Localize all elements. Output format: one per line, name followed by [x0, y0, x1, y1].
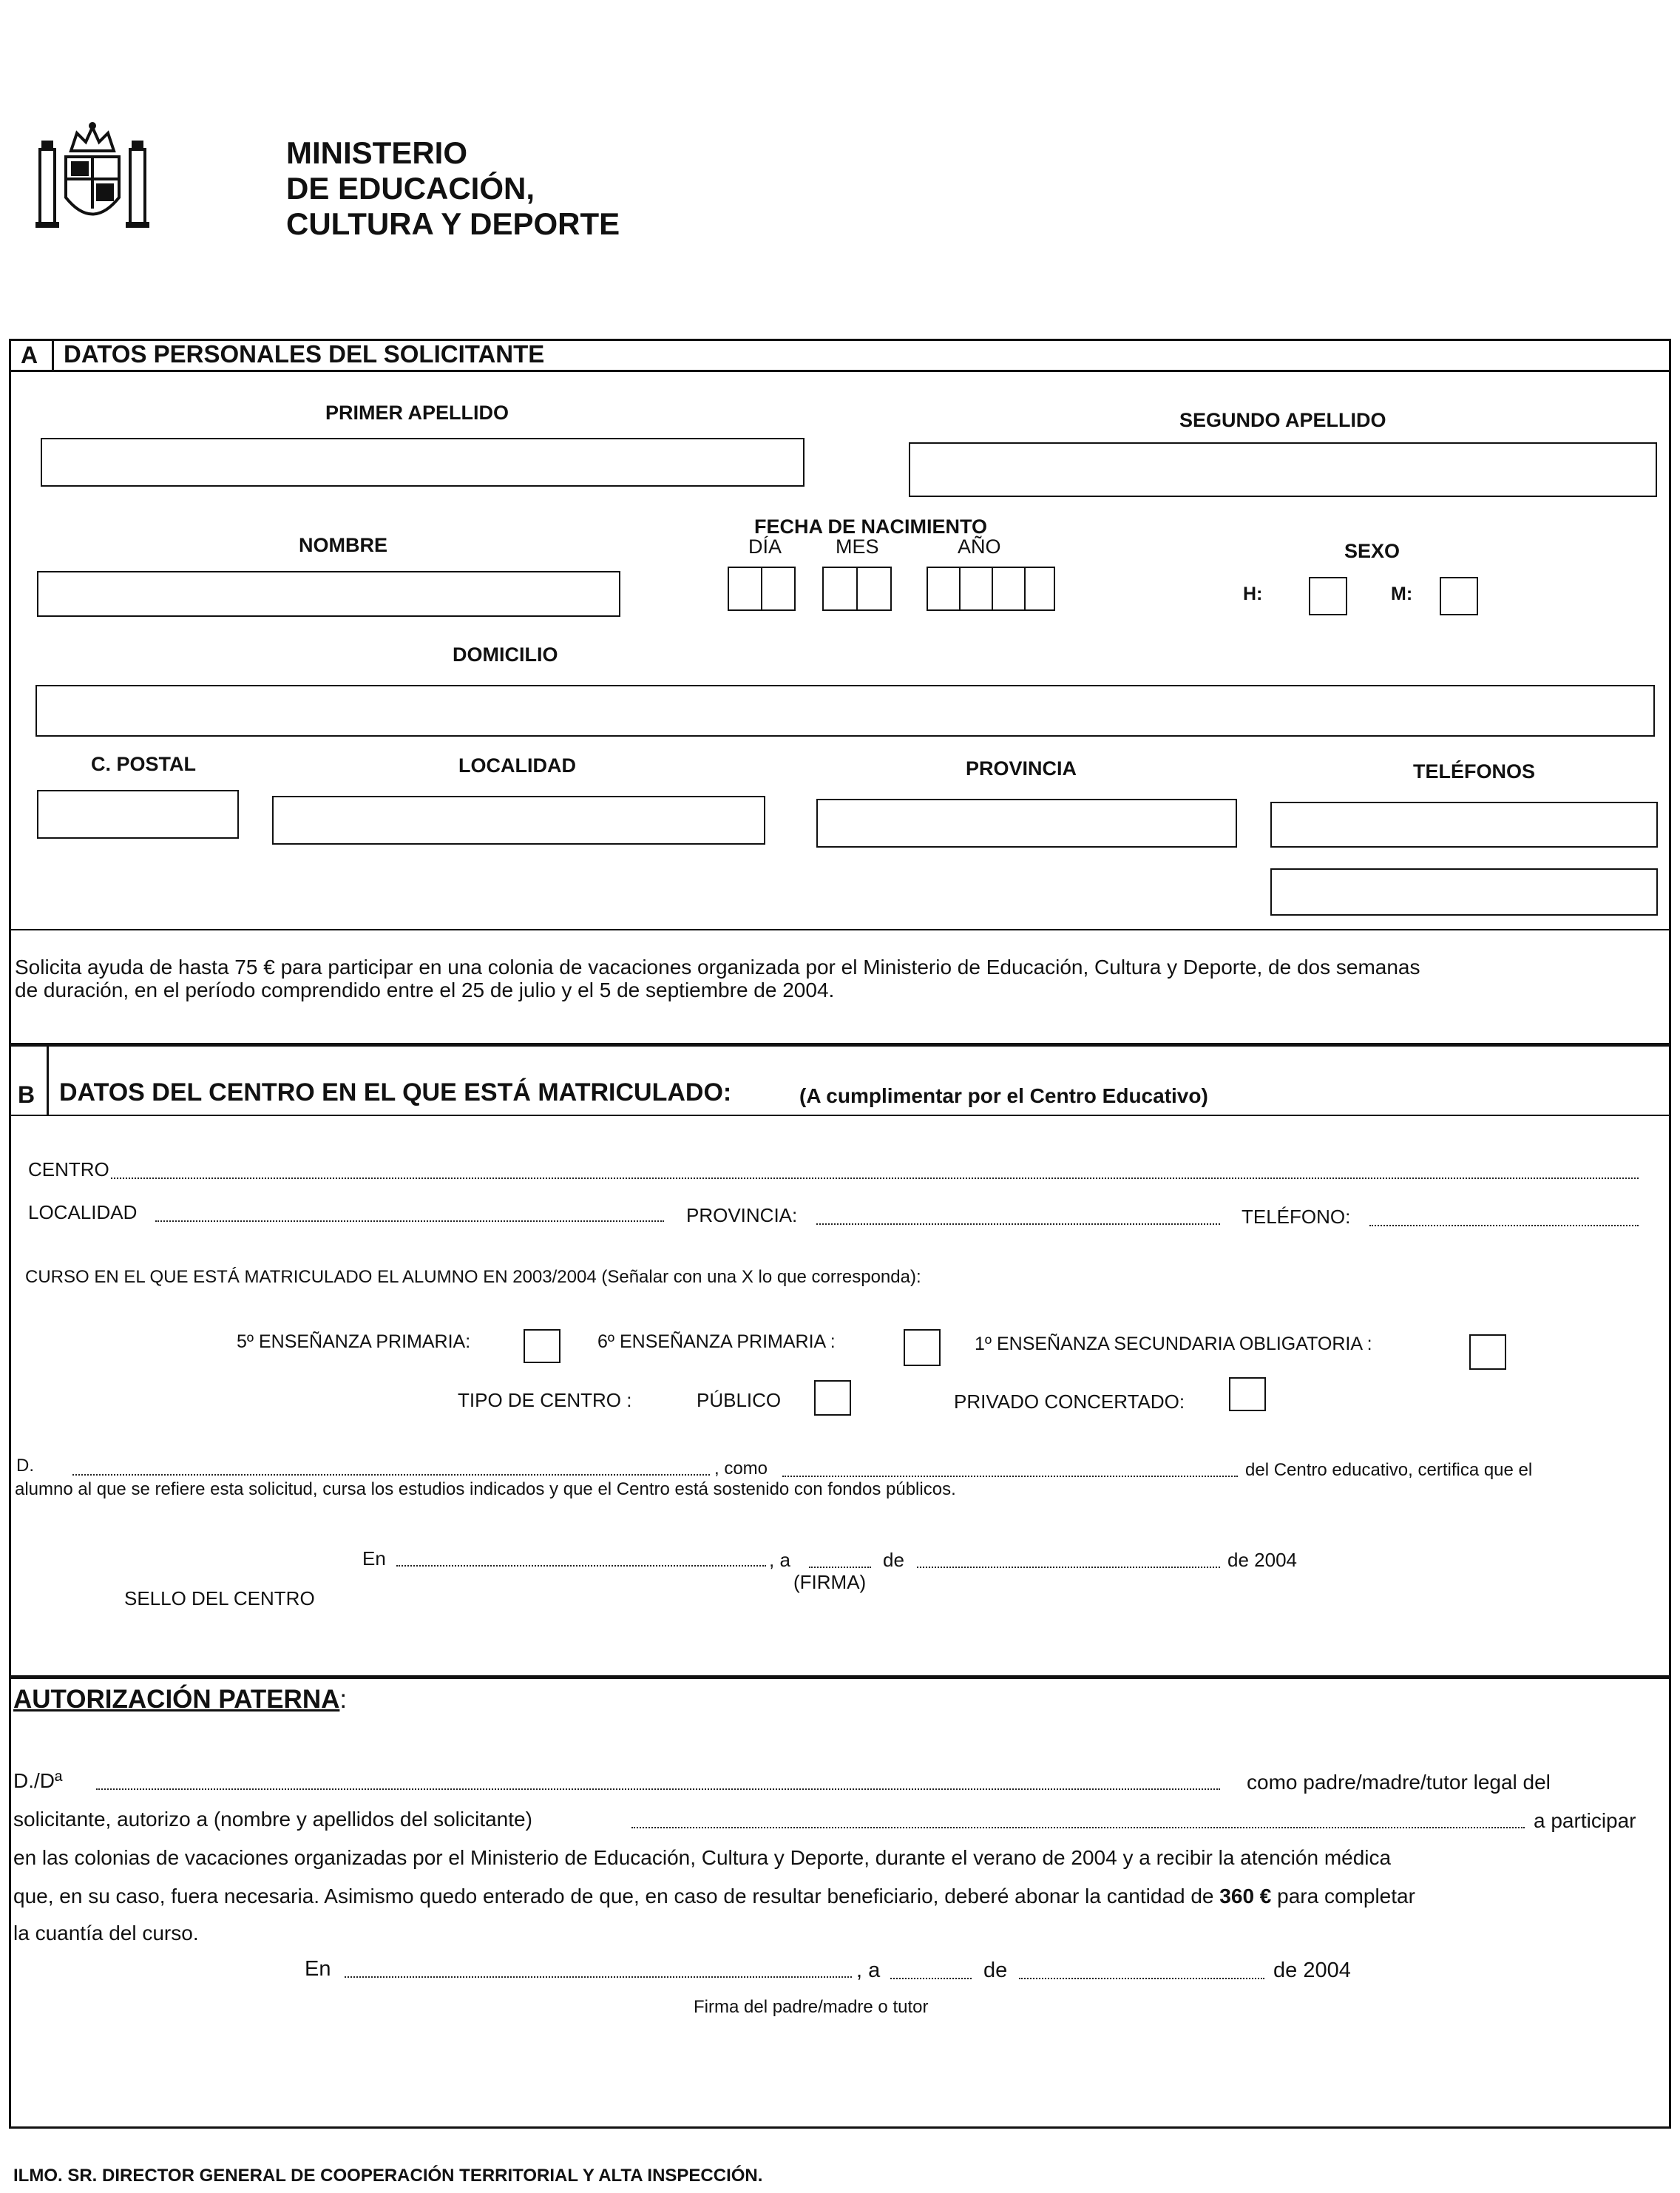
sexto-primaria-checkbox[interactable]: [904, 1329, 941, 1366]
b-provincia-label: PROVINCIA:: [686, 1204, 798, 1226]
b-telefono-label: TELÉFONO:: [1242, 1206, 1351, 1228]
aut-amount: 360 €: [1219, 1885, 1272, 1908]
dia-digit-1[interactable]: [728, 567, 762, 611]
certifica-text: del Centro educativo, certifica que el: [1245, 1460, 1533, 1480]
b-telefono-field[interactable]: [1369, 1225, 1639, 1226]
privado-concertado-checkbox[interactable]: [1229, 1377, 1266, 1411]
telefonos-label: TELÉFONOS: [1413, 760, 1536, 783]
anio-digit-1[interactable]: [927, 567, 961, 611]
section-a-request-rule: [9, 929, 1671, 930]
aut-en-label: En: [305, 1957, 331, 1981]
b-lugar-field[interactable]: [396, 1565, 766, 1567]
sexo-m-label: M:: [1391, 584, 1413, 604]
b-provincia-field[interactable]: [816, 1223, 1220, 1225]
publico-checkbox[interactable]: [814, 1380, 851, 1416]
telefono-2-field[interactable]: [1270, 868, 1658, 916]
dia-label: DÍA: [748, 535, 782, 558]
section-a-title: DATOS PERSONALES DEL SOLICITANTE: [64, 340, 545, 368]
section-b-top-rule: [9, 1043, 1671, 1047]
mes-label: MES: [836, 535, 879, 558]
aut-solicitante-field[interactable]: [631, 1827, 1525, 1828]
aut-line-4: [13, 1885, 1415, 1908]
certificante-name-field[interactable]: [72, 1474, 710, 1476]
fecha-nacimiento-label: FECHA DE NACIMIENTO: [754, 516, 988, 538]
segundo-apellido-label: SEGUNDO APELLIDO: [1179, 409, 1386, 431]
section-a-letter-divider: [52, 339, 54, 371]
section-b-subtitle: (A cumplimentar por el Centro Educativo): [799, 1084, 1208, 1107]
aut-de-label: de: [983, 1959, 1008, 1982]
solicita-line-1: Solicita ayuda de hasta 75 € para participar en una colonia de vacaciones organizada por el Ministerio de Educación, Cultura y Deporte, de dos semanas: [15, 956, 1420, 979]
aut-padre-name-field[interactable]: [96, 1788, 1220, 1790]
segundo-apellido-field[interactable]: [909, 442, 1657, 497]
autorizacion-top-rule: [9, 1675, 1671, 1679]
aut-line-3: en las colonias de vacaciones organizadas por el Ministerio de Educación, Cultura y Deporte, durante el verano de 2004 y a recibir la atención médica: [13, 1846, 1392, 1869]
certifica-line-2: alumno al que se refiere esta solicitud, cursa los estudios indicados y que el Centro está sostenido con fondos públicos.: [15, 1479, 956, 1499]
b-localidad-field[interactable]: [155, 1220, 664, 1222]
b-a-label: , a: [769, 1549, 790, 1571]
ministry-title: [286, 135, 620, 242]
quinto-primaria-label: 5º ENSEÑANZA PRIMARIA:: [237, 1331, 471, 1352]
quinto-primaria-checkbox[interactable]: [524, 1329, 560, 1363]
b-firma-label: (FIRMA): [793, 1571, 867, 1593]
b-dia-field[interactable]: [809, 1567, 871, 1568]
sello-centro-label: SELLO DEL CENTRO: [124, 1587, 315, 1609]
aut-mes-field[interactable]: [1019, 1978, 1264, 1979]
aut-dia-field[interactable]: [890, 1978, 972, 1979]
aut-lugar-field[interactable]: [345, 1976, 852, 1978]
section-a-bottom-rule: [9, 370, 1671, 372]
aut-line-4-start: que, en su caso, fuera necesaria. Asimismo quedo enterado de que, en caso de resultar beneficiario, deberé abonar la cantidad de: [13, 1885, 1214, 1908]
section-b-title-rule: [9, 1115, 1671, 1116]
aut-line-4-end: para completar: [1277, 1885, 1415, 1908]
mes-digit-2[interactable]: [856, 567, 892, 611]
tipo-centro-label: TIPO DE CENTRO :: [458, 1389, 632, 1411]
centro-field[interactable]: [111, 1177, 1639, 1179]
b-de-2004-label: de 2004: [1227, 1549, 1297, 1571]
nombre-label: NOMBRE: [299, 534, 387, 556]
localidad-field[interactable]: [272, 796, 765, 845]
anio-label: AÑO: [958, 535, 1001, 558]
aut-firma-label: Firma del padre/madre o tutor: [694, 1997, 929, 2017]
b-localidad-label: LOCALIDAD: [28, 1201, 138, 1223]
certificante-como-label: , como: [714, 1459, 768, 1479]
b-en-label: En: [362, 1547, 386, 1569]
mes-digit-1[interactable]: [822, 567, 858, 611]
aut-line-2: solicitante, autorizo a (nombre y apellidos del solicitante): [13, 1808, 532, 1831]
autorizacion-title-colon: :: [339, 1685, 348, 1714]
publico-label: PÚBLICO: [697, 1389, 782, 1411]
certificante-d-label: D.: [16, 1456, 34, 1476]
anio-digit-3[interactable]: [992, 567, 1026, 611]
curso-instruction: CURSO EN EL QUE ESTÁ MATRICULADO EL ALUMNO EN 2003/2004 (Señalar con una X lo que corresponda):: [25, 1267, 921, 1287]
sexto-primaria-label: 6º ENSEÑANZA PRIMARIA :: [597, 1331, 836, 1352]
ministry-line-1: MINISTERIO: [286, 135, 468, 170]
b-mes-field[interactable]: [917, 1567, 1220, 1568]
certificante-cargo-field[interactable]: [782, 1476, 1238, 1477]
section-a-letter: A: [21, 342, 38, 368]
aut-a-label: , a: [856, 1959, 881, 1982]
primero-eso-checkbox[interactable]: [1469, 1334, 1506, 1370]
c-postal-label: C. POSTAL: [91, 753, 197, 775]
anio-digit-4[interactable]: [1024, 567, 1055, 611]
primero-eso-label: 1º ENSEÑANZA SECUNDARIA OBLIGATORIA :: [975, 1334, 1372, 1354]
primer-apellido-field[interactable]: [41, 438, 805, 487]
primer-apellido-label: PRIMER APELLIDO: [325, 402, 509, 424]
provincia-field[interactable]: [816, 799, 1237, 848]
aut-line-5: la cuantía del curso.: [13, 1922, 199, 1944]
section-b-title: DATOS DEL CENTRO EN EL QUE ESTÁ MATRICULADO:: [59, 1078, 732, 1106]
sexo-h-checkbox[interactable]: [1309, 577, 1347, 615]
centro-label: CENTRO: [28, 1158, 109, 1180]
ministry-line-2: DE EDUCACIÓN,: [286, 171, 535, 206]
aut-dd-label: D./Dª: [13, 1769, 63, 1792]
aut-de-2004-label: de 2004: [1273, 1959, 1351, 1982]
nombre-field[interactable]: [37, 571, 620, 617]
dia-digit-2[interactable]: [761, 567, 796, 611]
section-b-letter-divider: [47, 1045, 49, 1115]
anio-digit-2[interactable]: [959, 567, 993, 611]
localidad-label: LOCALIDAD: [458, 754, 576, 777]
autorizacion-title: [13, 1685, 347, 1714]
solicita-line-2: de duración, en el período comprendido entre el 25 de julio y el 5 de septiembre de 2004.: [15, 979, 835, 1001]
domicilio-label: DOMICILIO: [453, 643, 558, 666]
coat-of-arms-icon: [33, 120, 152, 232]
section-b-letter: B: [18, 1081, 35, 1108]
aut-a-participar: a participar: [1534, 1809, 1636, 1832]
ministry-line-3: CULTURA Y DEPORTE: [286, 206, 620, 241]
domicilio-field[interactable]: [35, 685, 1655, 737]
telefono-1-field[interactable]: [1270, 802, 1658, 848]
privado-concertado-label: PRIVADO CONCERTADO:: [954, 1391, 1185, 1413]
addressee-footer: ILMO. SR. DIRECTOR GENERAL DE COOPERACIÓN TERRITORIAL Y ALTA INSPECCIÓN.: [13, 2166, 763, 2186]
autorizacion-title-text: AUTORIZACIÓN PATERNA: [13, 1685, 340, 1714]
aut-como-padre: como padre/madre/tutor legal del: [1247, 1771, 1551, 1794]
b-de-label: de: [883, 1549, 904, 1571]
sexo-label: SEXO: [1344, 540, 1400, 562]
sexo-m-checkbox[interactable]: [1440, 577, 1478, 615]
sexo-h-label: H:: [1243, 584, 1263, 604]
c-postal-field[interactable]: [37, 790, 239, 839]
provincia-label: PROVINCIA: [966, 757, 1077, 780]
